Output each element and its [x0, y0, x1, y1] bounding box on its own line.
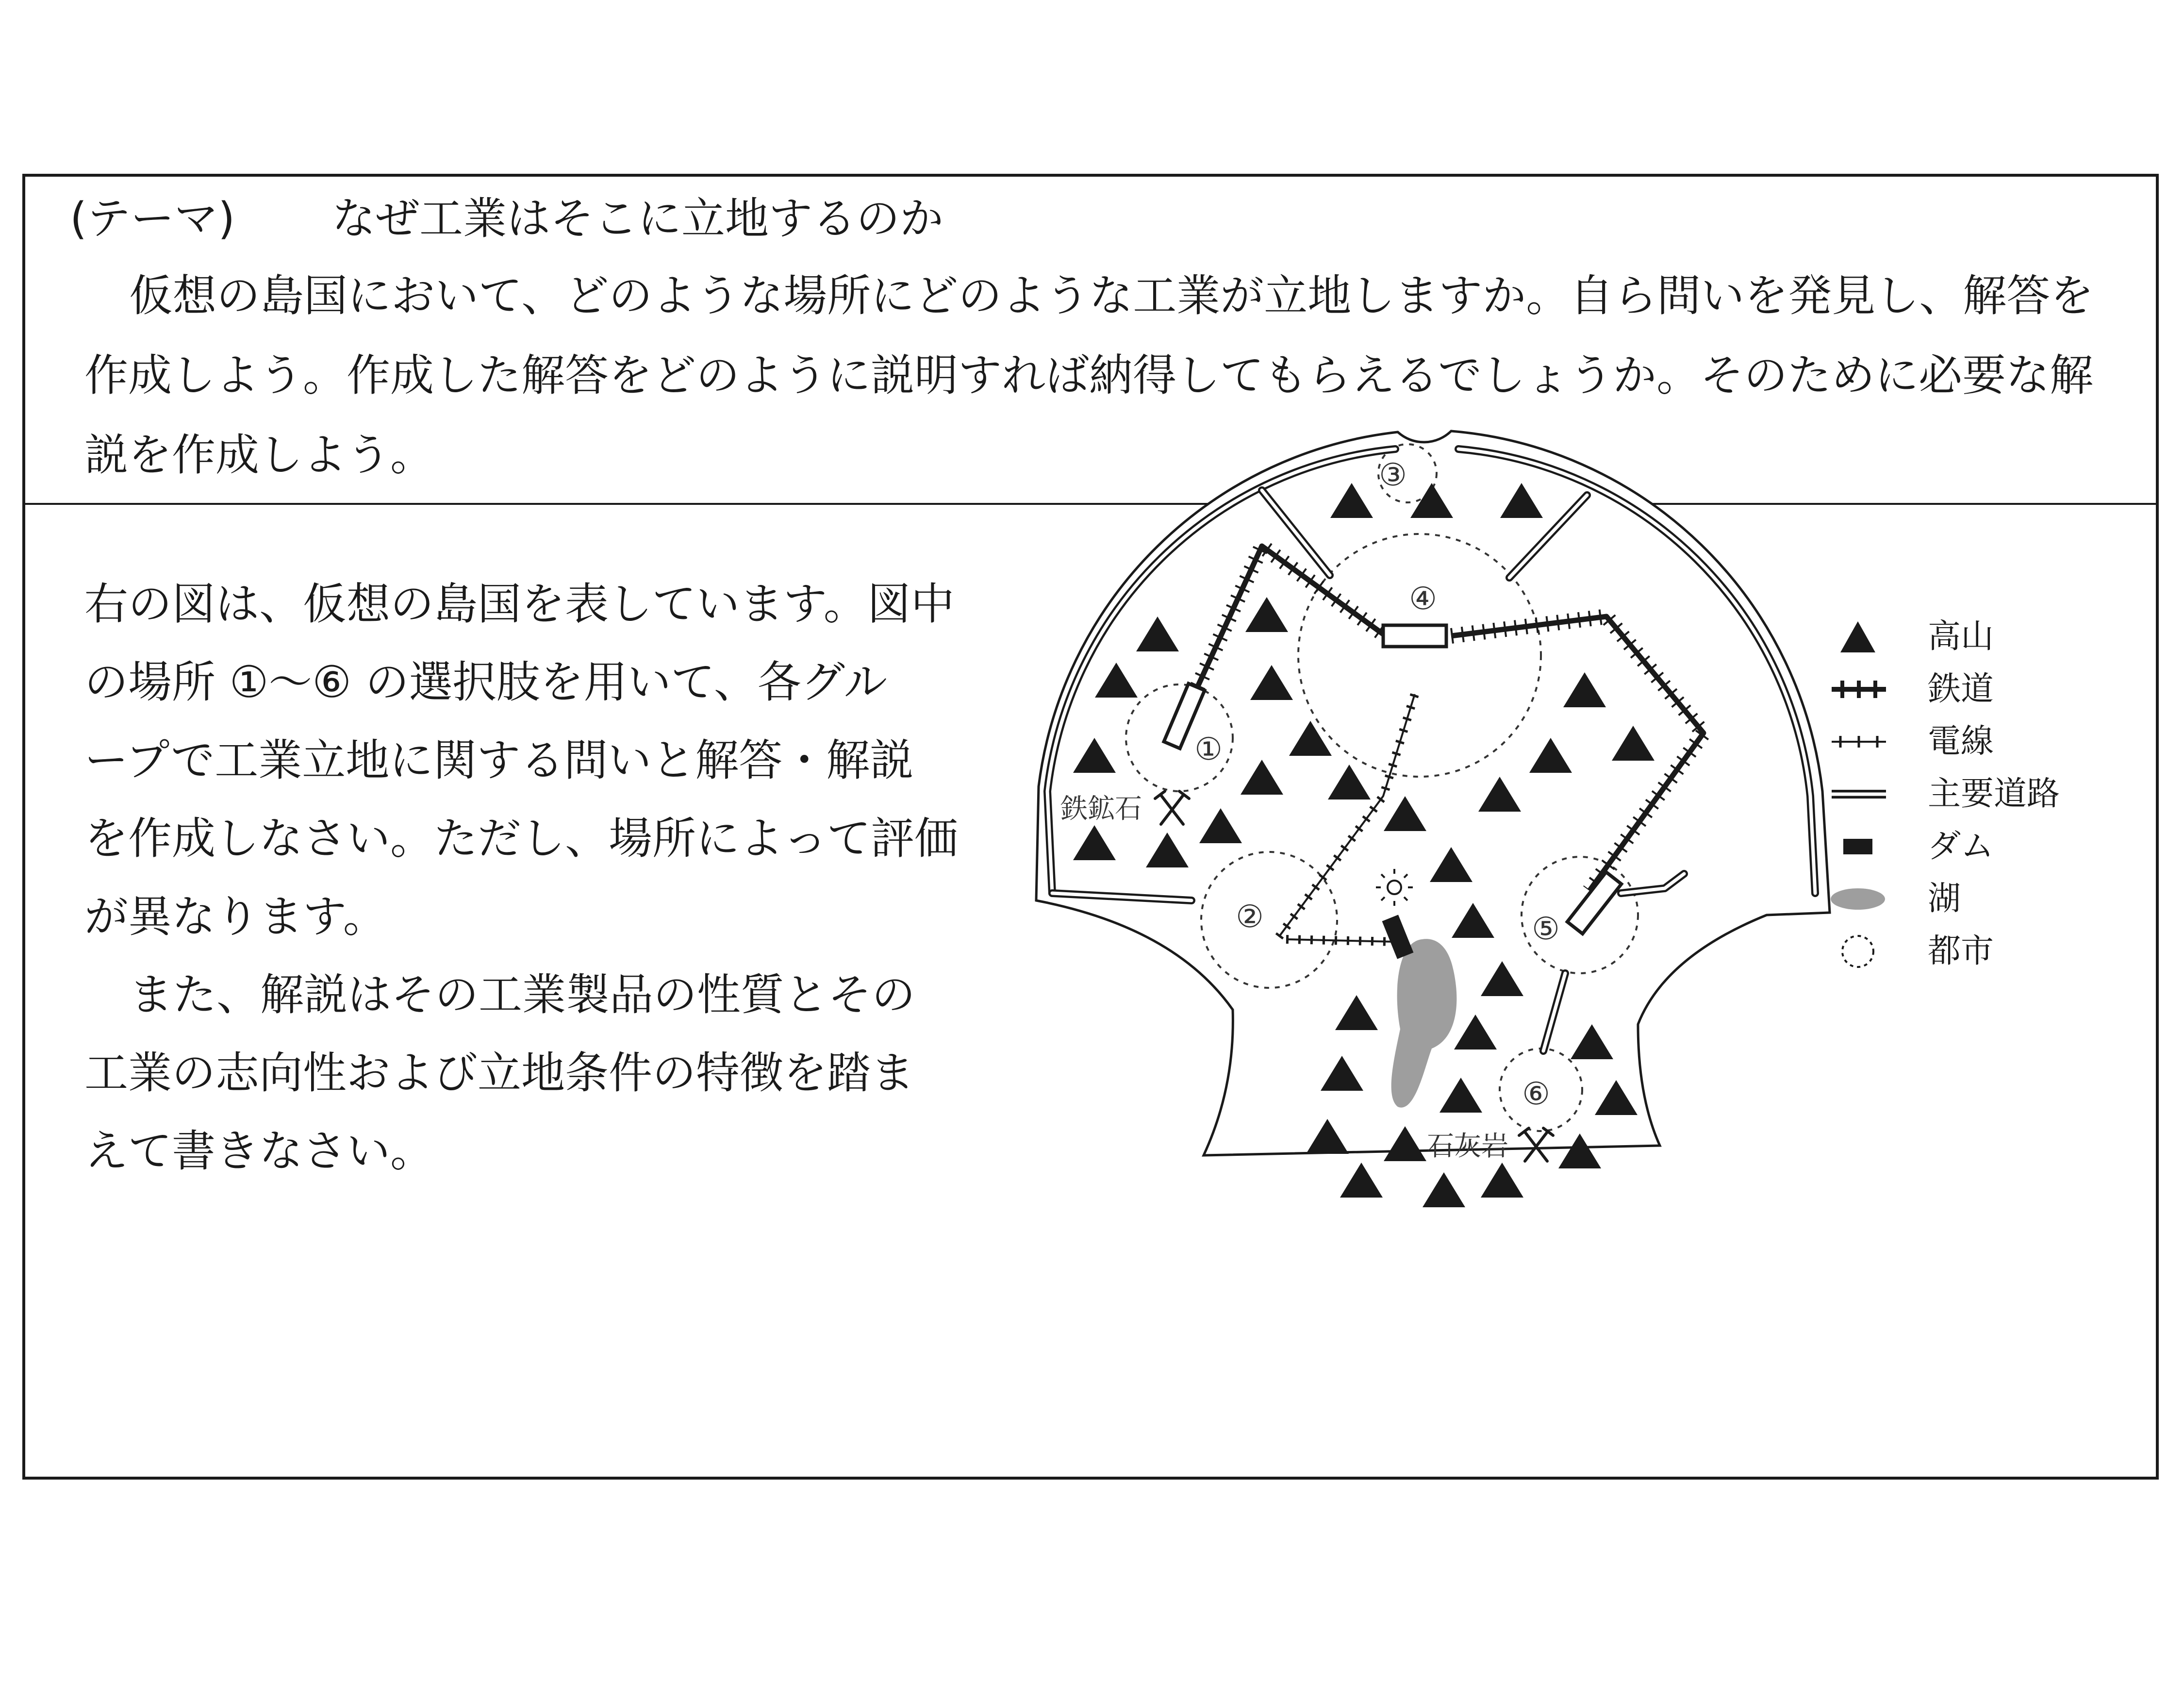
legend-label-city: 都市	[1928, 932, 1994, 970]
legend-label-power-line: 電線	[1928, 722, 1994, 761]
theme-title: なぜ工業はそこに立地するのか	[332, 193, 943, 244]
theme-line-1: 仮想の島国において、どのような場所にどのような工業が立地しますか。自ら問いを発見し、解答を	[129, 270, 2094, 321]
city-label-2: ②	[1236, 899, 1264, 935]
power-line-icon	[1830, 716, 1888, 768]
task-line-2: の場所 ①～⑥ の選択肢を用いて、各グル	[84, 657, 888, 708]
city-label-1: ①	[1194, 732, 1223, 767]
task-line-5: が異なります。	[84, 891, 387, 942]
task-line-1: 右の図は、仮想の島国を表しています。図中	[84, 579, 955, 630]
task-instructions	[84, 565, 977, 1190]
theme-label: (テーマ)	[70, 193, 235, 244]
mountain-icon	[1830, 611, 1888, 663]
legend-label-main-road: 主要道路	[1928, 775, 2060, 813]
theme-heading	[70, 187, 943, 250]
iron-ore-label: 鉄鉱石	[1060, 793, 1142, 825]
task-line-6: また、解説はその工業製品の性質とその	[129, 969, 915, 1020]
task-line-8: えて書きなさい。	[84, 1126, 434, 1177]
city-label-5: ⑤	[1532, 911, 1560, 947]
railway-icon	[1830, 663, 1888, 716]
theme-line-3: 説を作成しよう。	[84, 430, 434, 481]
dam-icon	[1830, 820, 1888, 873]
task-line-3: ープで工業立地に関する問いと解答・解説	[84, 735, 914, 786]
legend-label-railway: 鉄道	[1928, 670, 1994, 708]
legend-label-dam: ダム	[1928, 827, 1994, 866]
theme-line-2: 作成しよう。作成した解答をどのように説明すれば納得してもらえるでしょうか。そのために必要な解	[84, 350, 2094, 401]
limestone-label: 石灰岩	[1427, 1131, 1508, 1162]
legend-label-lake: 湖	[1928, 880, 1961, 918]
city-icon	[1830, 925, 1888, 978]
task-line-7: 工業の志向性および立地条件の特徴を踏ま	[84, 1048, 914, 1099]
city-label-6: ⑥	[1522, 1076, 1550, 1112]
city-label-3: ③	[1379, 457, 1407, 493]
legend-label-mountain: 高山	[1928, 617, 1994, 656]
factory-4	[1383, 625, 1446, 647]
lake-icon	[1830, 873, 1888, 925]
task-line-4: を作成しなさい。ただし、場所によって評価	[84, 813, 958, 864]
city-label-4: ④	[1409, 581, 1437, 617]
main-road-icon	[1830, 768, 1888, 820]
